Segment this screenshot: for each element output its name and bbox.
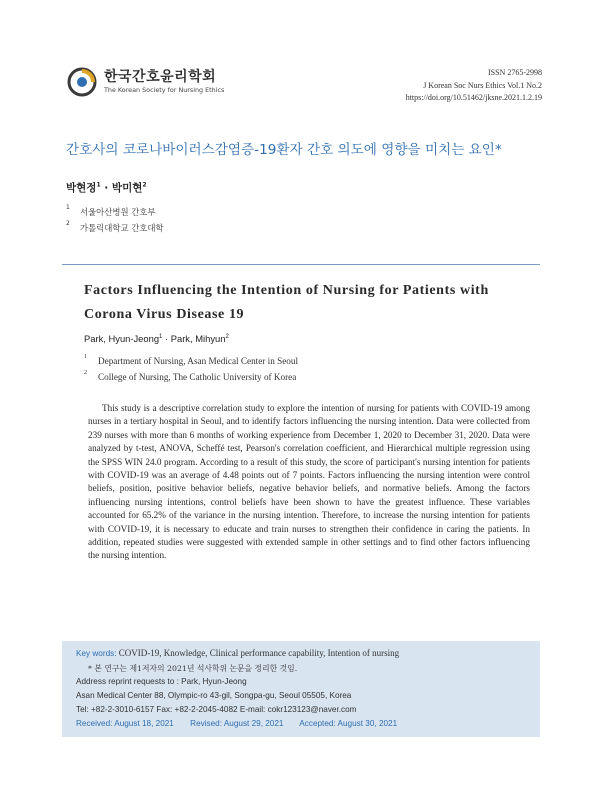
korean-author-2-sup: 2	[142, 181, 147, 189]
english-author-1-sup: 1	[159, 333, 163, 340]
english-affiliation-1-num: 1	[84, 354, 87, 360]
english-affiliation-2-text: College of Nursing, The Catholic University of Korea	[98, 372, 297, 382]
dates-line	[76, 719, 411, 728]
english-authors	[84, 333, 229, 344]
keywords-label: Key words:	[76, 649, 117, 658]
journal-ref: J Korean Soc Nurs Ethics Vol.1 No.2	[423, 80, 542, 90]
korean-author-2: · 박미현	[100, 182, 143, 194]
abstract: This study is a descriptive correlation study to explore the intention of nursing for patients with COVID-19 among nurses in a tertiary hospital in Seoul, and to identify factors influencing the nursing intention. Data were collected from 239 nurses with more than 6 months of working experience from December 1, 2020 to December 31, 2020. Data were analyzed by t-test, ANOVA, Scheffé test, Pearson's correlation coefficient, and Hierarchical multiple regression using the SPSS WIN 24.0 program. According to a result of this study, the score of participant's nursing intention for patients with COVID-19 was an average of 4.48 points out of 7 points. Factors influencing the nursing intention were control beliefs, position, positive behavior beliefs, negative behavior beliefs, and normative beliefs. Among the factors influencing nursing intentions, control beliefs have been shown to have the greatest influence. These variables accounted for 65.2% of the variance in the nursing intention. Therefore, to increase the nursing intention for patients with COVID-19, it is necessary to educate and train nurses to strengthen their confidence in caring the patients. In addition, repeated studies were suggested with extended sample in other settings and to find other factors influencing the nursing intention.	[88, 403, 530, 561]
society-name-ko: 한국간호윤리학회	[104, 69, 217, 85]
doi-link[interactable]: https://doi.org/10.51462/jksne.2021.1.2.19	[405, 93, 542, 102]
society-name-en: The Korean Society for Nursing Ethics	[104, 86, 225, 94]
issn: ISSN 2765-2998	[487, 68, 542, 77]
korean-affiliation-1-num: 1	[66, 204, 70, 211]
korean-author-1: 박현정	[66, 182, 97, 194]
english-author-2-sup: 2	[225, 333, 229, 340]
korean-author-1-sup: 1	[96, 181, 101, 189]
received-date: Received: August 18, 2021	[76, 719, 174, 728]
journal-info	[406, 67, 542, 105]
keywords-value: COVID-19, Knowledge, Clinical performance capability, Intention of nursing	[118, 648, 400, 658]
korean-authors	[66, 180, 147, 195]
english-title: Factors Influencing the Intention of Nursing for Patients with Corona Virus Disease 19	[84, 283, 489, 322]
english-author-1: Park, Hyun-Jeong	[84, 333, 160, 344]
address-line-2: Asan Medical Center 88, Olympic-ro 43-gil, Songpa-gu, Seoul 05505, Korea	[76, 691, 352, 700]
society-emblem-icon	[66, 66, 98, 98]
korean-affiliation-2-text: 가톨릭대학교 간호대학	[80, 223, 164, 233]
english-author-2: · Park, Mihyun	[162, 333, 226, 344]
contact-line: Tel: +82-2-3010-6157 Fax: +82-2-2045-4082 E-mail: cokr123123@naver.com	[76, 705, 357, 714]
thesis-note: * 본 연구는 제1저자의 2021년 석사학위 논문을 정리한 것임.	[88, 664, 298, 673]
section-divider	[62, 264, 540, 265]
article-info-box	[62, 641, 540, 737]
keywords-line	[76, 648, 399, 658]
society-logo	[66, 64, 286, 104]
korean-affiliation-1-text: 서울아산병원 간호부	[80, 207, 156, 217]
english-affiliation-2-num: 2	[84, 370, 87, 376]
korean-title: 간호사의 코로나바이러스감염증-19환자 간호 의도에 영향을 미치는 요인*	[66, 142, 502, 158]
address-line-1: Address reprint requests to : Park, Hyun-Jeong	[76, 677, 247, 686]
korean-affiliation-2-num: 2	[66, 220, 70, 227]
accepted-date: Accepted: August 30, 2021	[299, 719, 398, 728]
english-affiliation-1-text: Department of Nursing, Asan Medical Center in Seoul	[98, 356, 299, 366]
revised-date: Revised: August 29, 2021	[190, 719, 284, 728]
